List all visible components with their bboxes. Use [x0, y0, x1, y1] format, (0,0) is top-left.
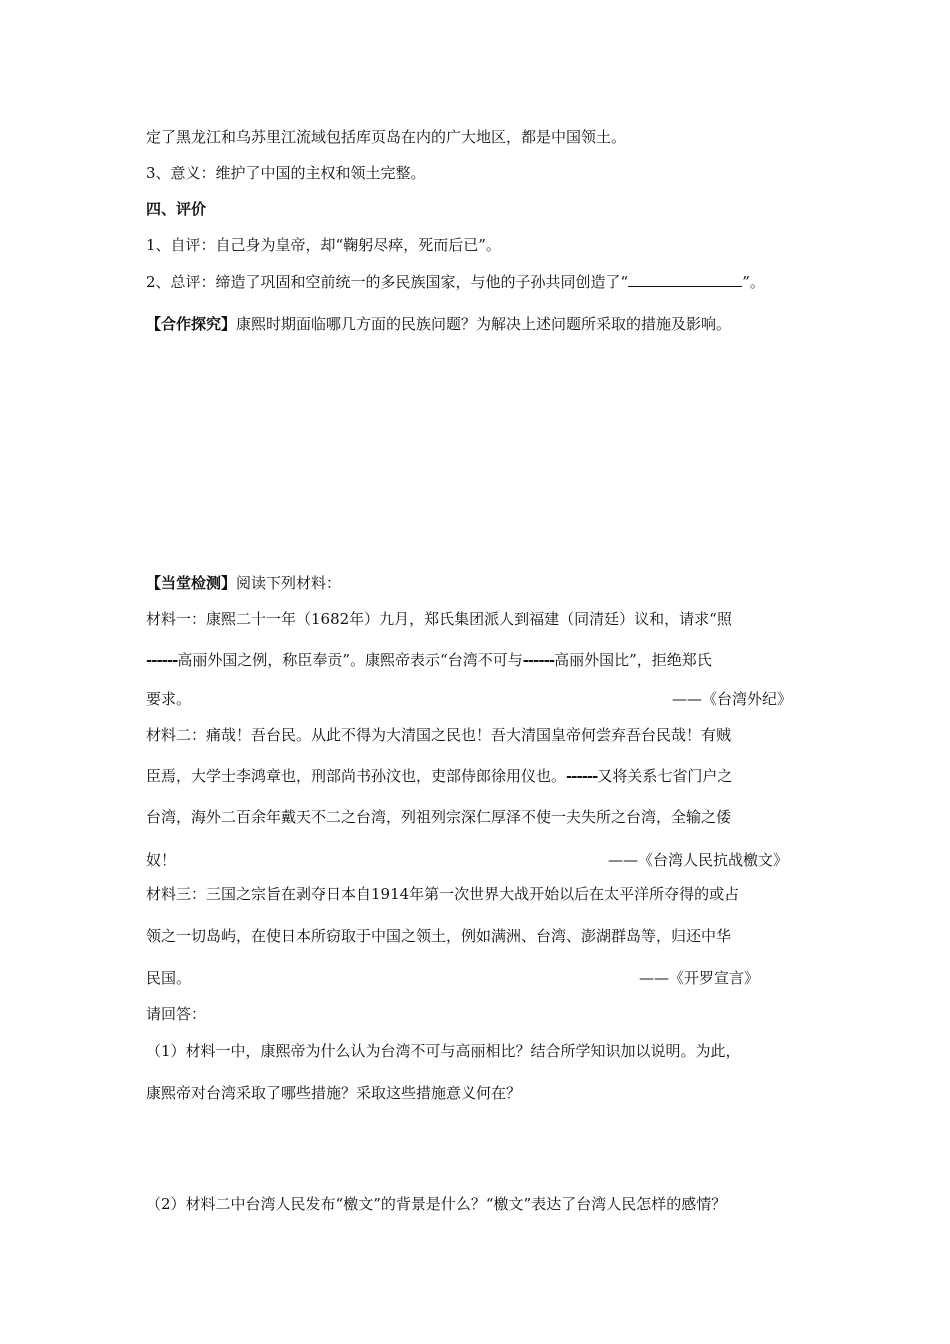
text-segment: 2、总评：缔造了巩固和空前统一的多民族国家，与他的子孙共同创造了“ — [146, 273, 629, 291]
text-line: 要求。 — [146, 690, 192, 708]
question-line: 康熙帝对台湾采取了哪些措施？采取这些措施意义何在？ — [146, 1084, 522, 1102]
question-line: （2）材料二中台湾人民发布“檄文”的背景是什么？“檄文”表达了台湾人民怎样的感情？ — [146, 1195, 727, 1213]
text-line — [146, 650, 712, 670]
text-segment: 高丽外国比”，拒绝郑氏 — [554, 651, 712, 669]
ellipsis-mark: ------ — [522, 651, 555, 669]
text-line: 定了黑龙江和乌苏里江流域包括库页岛在内的广大地区，都是中国领土。 — [146, 128, 627, 146]
question-line: （1）材料一中，康熙帝为什么认为台湾不可与高丽相比？结合所学知识加以说明。为此， — [146, 1042, 741, 1060]
text-line: 奴！ — [146, 851, 177, 869]
text-line: 材料二：痛哉！吾台民。从此不得为大清国之民也！吾大清国皇帝何尝弃吾台民哉！有贼 — [146, 726, 732, 744]
text-line: 民国。 — [146, 969, 192, 987]
text-line — [146, 314, 731, 334]
text-line: 台湾，海外二百余年戴天不二之台湾，列祖列宗深仁厚泽不使一夫失所之台湾，全输之倭 — [146, 808, 732, 826]
text-line: 1、自评：自己身为皇帝，却“鞠躬尽瘁，死而后已”。 — [146, 236, 501, 254]
text-line: 材料三：三国之宗旨在剥夺日本自1914年第一次世界大战开始以后在太平洋所夺得的或占 — [146, 885, 740, 903]
text-line — [146, 573, 341, 593]
text-line: 材料一：康熙二十一年（1682年）九月，郑氏集团派人到福建（同清廷）议和，请求“照 — [146, 610, 732, 628]
section-tag: 【合作探究】 — [146, 315, 237, 333]
text-line — [146, 766, 732, 786]
text-segment: 康熙时期面临哪几方面的民族问题？为解决上述问题所采取的措施及影响。 — [236, 315, 732, 333]
answer-blank[interactable] — [628, 272, 742, 287]
source-citation: ——《台湾人民抗战檄文》 — [608, 851, 789, 869]
text-segment: 阅读下列材料： — [236, 574, 342, 592]
source-citation: ——《开罗宣言》 — [639, 969, 760, 987]
text-line: 请回答： — [146, 1005, 207, 1023]
section-heading: 四、评价 — [146, 200, 207, 218]
source-citation: ——《台湾外纪》 — [672, 690, 793, 708]
text-line: 3、意义：维护了中国的主权和领土完整。 — [146, 164, 426, 182]
text-line — [146, 272, 765, 292]
ellipsis-mark: ------ — [146, 651, 178, 669]
text-segment: 高丽外国之例，称臣奉贡”。康熙帝表示“台湾不可与 — [177, 651, 523, 669]
text-segment: 又将关系七省门户之 — [597, 767, 733, 785]
text-segment: 臣焉，大学士李鸿章也，刑部尚书孙汶也，吏部侍郎徐用仪也。 — [146, 767, 567, 785]
ellipsis-mark: ------ — [566, 767, 598, 785]
text-segment: ”。 — [742, 273, 765, 291]
text-line: 领之一切岛屿，在使日本所窃取于中国之领土，例如满洲、台湾、澎湖群岛等，归还中华 — [146, 927, 732, 945]
section-tag: 【当堂检测】 — [146, 574, 237, 592]
